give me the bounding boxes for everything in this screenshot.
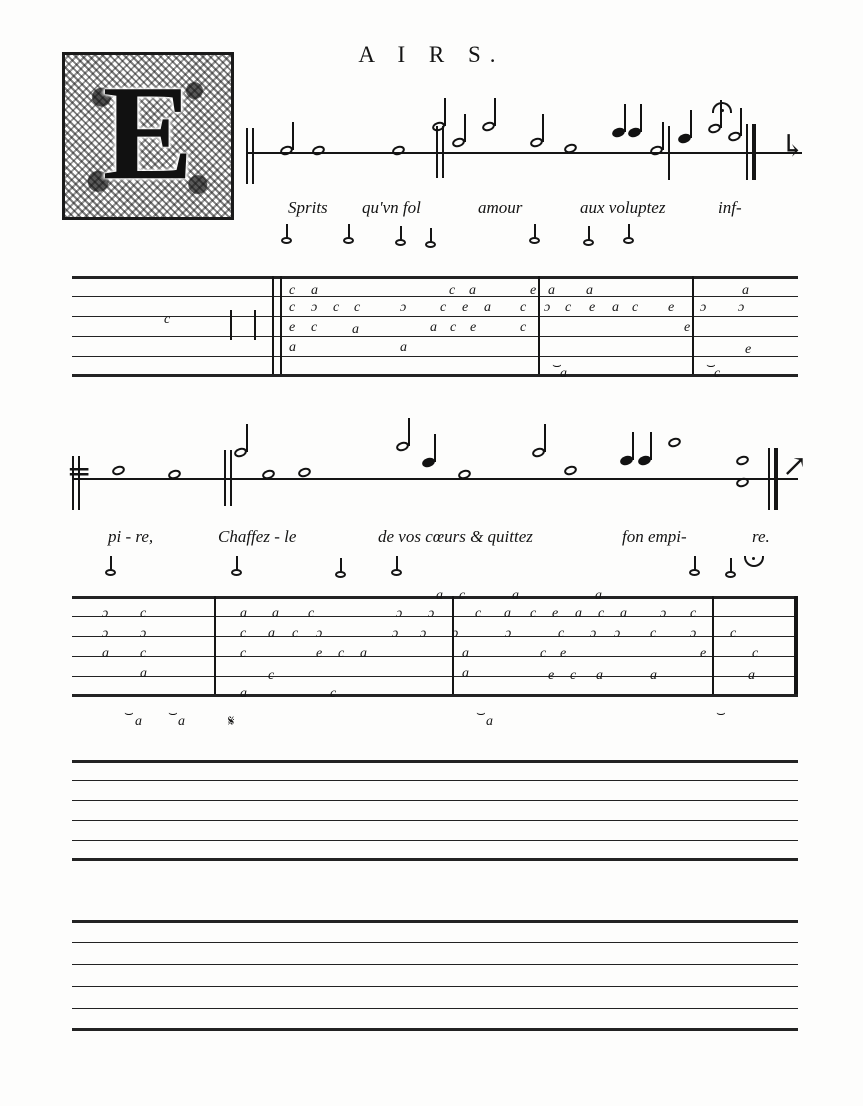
tab-line <box>72 596 798 599</box>
tab-letter: a <box>620 606 627 621</box>
rhythm-sign <box>340 558 342 573</box>
lyric-word: Sprits <box>288 198 328 217</box>
tab-letter: ɔ <box>311 300 318 315</box>
tab-letter: a <box>272 606 279 621</box>
tab-letter: ɔ <box>738 300 745 315</box>
tab-letter: ɔ <box>396 606 403 621</box>
tab-letter: c <box>598 606 605 621</box>
tab-letter: c <box>459 588 466 603</box>
tab-line <box>72 356 798 357</box>
tab-letter: a <box>102 646 109 661</box>
barline <box>746 124 748 180</box>
rhythm-sign <box>396 556 398 571</box>
tab-letter: a <box>462 646 469 661</box>
tab-letter: c <box>268 668 275 683</box>
tab-letter: a <box>595 588 602 603</box>
tab-line <box>72 964 798 965</box>
barline <box>280 276 282 374</box>
tab-letter: c <box>240 646 247 661</box>
tab-letter: ɔ <box>392 626 399 641</box>
tab-letter: c <box>289 283 296 298</box>
tab-letter: c <box>475 606 482 621</box>
tab-letter: c <box>690 606 697 621</box>
tab-line <box>72 676 798 677</box>
rhythm-sign <box>430 228 432 243</box>
tab-letter: ɔ <box>420 626 427 641</box>
barline <box>230 450 232 506</box>
tab-line <box>72 942 798 943</box>
lyric-word: fon empi- <box>622 527 687 546</box>
rhythm-sign <box>628 224 630 239</box>
vocal-staff-2 <box>70 432 808 504</box>
tab-letter: e <box>530 283 537 298</box>
tab-letter: c <box>650 626 657 641</box>
tab-letter: a <box>650 668 657 683</box>
tab-letter: a <box>596 668 603 683</box>
tab-letter: a <box>548 283 555 298</box>
tab-letter: ɔ <box>700 300 707 315</box>
tab-letter: ɔ <box>452 626 459 641</box>
rhythm-sign <box>348 224 350 239</box>
tab-letter: c <box>338 646 345 661</box>
tab-letter: c <box>714 366 721 381</box>
initial-letter: E <box>102 58 194 209</box>
tab-letter: c <box>140 646 147 661</box>
tab-letter: a <box>352 322 359 337</box>
tab-line <box>72 1028 798 1031</box>
final-barline <box>794 596 798 694</box>
tab-letter: e <box>560 646 567 661</box>
bass-course-flag-icon: ⌣ <box>552 356 562 374</box>
tab-letter: a <box>178 714 185 729</box>
tab-letter: c <box>752 646 759 661</box>
tab-letter: a <box>504 606 511 621</box>
barline <box>230 310 232 340</box>
tab-letter: e <box>470 320 477 335</box>
tab-letter: ɔ <box>140 626 147 641</box>
tab-letter: a <box>484 300 491 315</box>
tab-letter: c <box>520 300 527 315</box>
tab-letter: c <box>140 606 147 621</box>
rhythm-sign <box>110 556 112 571</box>
final-barline <box>774 448 778 510</box>
bass-course-flag-icon: ⌣ <box>716 704 726 722</box>
final-barline <box>752 124 756 180</box>
tab-line <box>72 374 798 377</box>
tab-line <box>72 986 798 987</box>
tab-letter: a <box>135 714 142 729</box>
tab-letter: a <box>400 340 407 355</box>
fermata-icon <box>744 556 764 567</box>
tab-letter: e <box>684 320 691 335</box>
tab-line <box>72 694 798 697</box>
barline <box>712 596 714 694</box>
tab-letter: ɔ <box>102 606 109 621</box>
tab-letter: ɔ <box>428 606 435 621</box>
fermata-icon <box>712 102 732 113</box>
rhythm-sign <box>236 556 238 571</box>
tab-line <box>72 800 798 801</box>
tab-letter: ɔ <box>400 300 407 315</box>
tab-letter: c <box>570 668 577 683</box>
tab-letter: ɔ <box>590 626 597 641</box>
tab-letter: e <box>700 646 707 661</box>
tab-letter: a <box>469 283 476 298</box>
tab-letter: a <box>268 626 275 641</box>
tab-letter: e <box>316 646 323 661</box>
tab-letter: ɔ <box>690 626 697 641</box>
custos-icon: ↳ <box>780 129 806 164</box>
ornamental-initial <box>62 52 234 220</box>
tab-line <box>72 780 798 781</box>
tab-letter: c <box>240 626 247 641</box>
lyric-word: aux voluptez <box>580 198 666 217</box>
tab-letter: c <box>289 300 296 315</box>
rhythm-sign <box>588 226 590 241</box>
rhythm-sign <box>534 224 536 239</box>
tab-letter: ɔ <box>660 606 667 621</box>
tab-letter: ɔ <box>316 626 323 641</box>
tab-letter: e <box>289 320 296 335</box>
tab-line <box>72 858 798 861</box>
barline <box>436 126 438 178</box>
lyric-word: amour <box>478 198 523 217</box>
tab-letter: e <box>668 300 675 315</box>
tab-letter: c <box>292 626 299 641</box>
tab-line <box>72 316 798 317</box>
tab-letter: a <box>512 588 519 603</box>
lyric-word: pi - re, <box>108 527 154 546</box>
tab-letter: a <box>586 283 593 298</box>
barline <box>254 310 256 340</box>
tab-letter: e <box>548 668 555 683</box>
page-title: A I R S. <box>358 42 505 67</box>
clef-icon: ═ <box>70 455 89 490</box>
tab-letter: a <box>612 300 619 315</box>
tab-letter: a <box>311 283 318 298</box>
tab-letter: a <box>575 606 582 621</box>
rhythm-sign <box>730 558 732 573</box>
custos-icon: ↗ <box>782 449 808 484</box>
rhythm-sign <box>400 226 402 241</box>
tab-line <box>72 840 798 841</box>
tab-letter: e <box>552 606 559 621</box>
tab-letter: a <box>748 668 755 683</box>
tab-letter: c <box>530 606 537 621</box>
tab-letter: e <box>462 300 469 315</box>
tab-letter: e <box>589 300 596 315</box>
lyric-word: Chaffez - le <box>218 527 297 546</box>
tab-letter: a <box>560 366 567 381</box>
tab-letter: a <box>140 666 147 681</box>
tab-letter: a <box>430 320 437 335</box>
tab-letter: ɔ <box>505 626 512 641</box>
bass-course-flag-icon: ⌣ <box>476 704 486 722</box>
rhythm-sign <box>694 556 696 571</box>
tab-letter: c <box>730 626 737 641</box>
lyric-word: qu'vn fol <box>362 198 421 217</box>
tab-letter: a <box>360 646 367 661</box>
tab-letter: ɔ <box>614 626 621 641</box>
tab-letter: c <box>440 300 447 315</box>
tab-letter: c <box>565 300 572 315</box>
tab-line <box>72 820 798 821</box>
tab-line <box>72 296 798 297</box>
barline <box>214 596 216 694</box>
barline <box>246 128 248 184</box>
bass-course-flag-icon: ⌣ <box>706 356 716 374</box>
blank-staff-1 <box>72 760 798 860</box>
barline <box>768 448 770 510</box>
barline <box>272 276 274 374</box>
tab-letter: c <box>450 320 457 335</box>
tab-letter: a <box>436 588 443 603</box>
barline <box>452 596 454 694</box>
tab-letter: a <box>240 686 247 701</box>
tab-letter: a <box>289 340 296 355</box>
lyric-word: inf- <box>718 198 742 217</box>
tab-line <box>72 1008 798 1009</box>
tab-letter: a <box>742 283 749 298</box>
tab-letter: c <box>164 312 171 327</box>
tab-letter: c <box>449 283 456 298</box>
tab-letter: c <box>308 606 315 621</box>
tab-line <box>72 336 798 337</box>
tab-letter: a <box>486 714 493 729</box>
vocal-staff-1 <box>246 106 806 176</box>
tab-letter: c <box>632 300 639 315</box>
tab-letter: c <box>354 300 361 315</box>
tab-line <box>72 656 798 657</box>
tab-line <box>72 920 798 923</box>
tab-letter: a <box>240 606 247 621</box>
barline <box>538 276 540 374</box>
tab-letter: c <box>333 300 340 315</box>
barline <box>692 276 694 374</box>
tab-letter: e <box>745 342 752 357</box>
barline <box>442 126 444 178</box>
tab-letter: c <box>558 626 565 641</box>
tab-letter: c <box>540 646 547 661</box>
tab-letter: ɔ <box>544 300 551 315</box>
staff-line <box>246 152 802 154</box>
lyric-word: re. <box>752 527 770 546</box>
staff-line <box>72 478 798 480</box>
rhythm-sign <box>286 224 288 239</box>
tab-letter: c <box>330 686 337 701</box>
repeat-sign-icon: 𝄋 <box>228 712 235 730</box>
barline <box>668 126 670 180</box>
blank-staff-2 <box>72 920 798 1030</box>
bass-course-flag-icon: ⌣ <box>124 704 134 722</box>
barline <box>252 128 254 184</box>
bass-course-flag-icon: ⌣ <box>168 704 178 722</box>
tab-letter: c <box>520 320 527 335</box>
tab-line <box>72 760 798 763</box>
tab-line <box>72 276 798 279</box>
barline <box>224 450 226 506</box>
tab-letter: a <box>462 666 469 681</box>
tab-letter: c <box>311 320 318 335</box>
tab-letter: ɔ <box>102 626 109 641</box>
lyric-word: de vos cœurs & quittez <box>378 527 533 546</box>
